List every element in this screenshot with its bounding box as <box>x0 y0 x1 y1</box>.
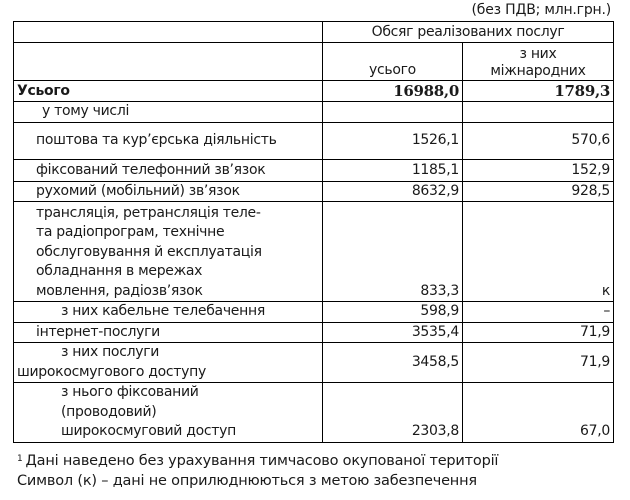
units-note: (без ПДВ; млн.грн.) <box>471 2 611 18</box>
value-intl: 570,6 <box>463 122 614 159</box>
value-intl: – <box>463 302 614 323</box>
table-row-fixed-broadband <box>14 383 614 443</box>
header-empty-cell <box>14 43 323 81</box>
value-total: 3458,5 <box>323 343 463 383</box>
value-intl <box>463 102 614 123</box>
row-label-line: з них послуги <box>61 344 160 360</box>
table-row-postal <box>14 122 614 159</box>
row-label-line: обладнання в мережах <box>36 263 203 279</box>
value-total: 16988,0 <box>323 81 463 102</box>
table-row-broadband <box>14 343 614 383</box>
value-total: 3535,4 <box>323 322 463 343</box>
header-col-intl <box>463 43 614 81</box>
row-label <box>14 383 323 443</box>
header-col-intl-line2: міжнародних <box>490 63 586 79</box>
row-label <box>14 343 323 383</box>
header-col-intl-line1: з них <box>519 46 557 62</box>
value-total: 598,9 <box>323 302 463 323</box>
value-intl: 928,5 <box>463 181 614 202</box>
footnote-marker: 1 <box>17 454 23 464</box>
value-total: 833,3 <box>323 202 463 302</box>
table-row-internet <box>14 322 614 343</box>
footnote-territory <box>17 451 498 471</box>
value-intl: 152,9 <box>463 159 614 181</box>
row-label: поштова та кур’єрська діяльність <box>14 122 323 159</box>
services-volume-table <box>13 21 614 443</box>
row-label: фіксований телефонний зв’язок <box>14 159 323 181</box>
table-row-broadcasting <box>14 202 614 302</box>
header-row-group <box>14 22 614 43</box>
row-label-line: широкосмугового доступу <box>17 363 206 380</box>
value-intl: 71,9 <box>463 322 614 343</box>
value-total: 2303,8 <box>323 383 463 443</box>
row-label: Усього <box>14 81 323 102</box>
value-total: 8632,9 <box>323 181 463 202</box>
value-intl: 67,0 <box>463 383 614 443</box>
table-row-total <box>14 81 614 102</box>
table-row-fixed-phone <box>14 159 614 181</box>
row-label: інтернет-послуги <box>14 322 323 343</box>
value-total <box>323 102 463 123</box>
row-label-line: та радіопрограм, технічне <box>36 224 225 240</box>
row-label-line: широкосмуговий доступ <box>61 423 236 439</box>
header-col-total: усього <box>323 43 463 81</box>
table-row-including <box>14 102 614 123</box>
row-label: у тому числі <box>14 102 323 123</box>
value-total: 1526,1 <box>323 122 463 159</box>
row-label <box>14 202 323 302</box>
value-total: 1185,1 <box>323 159 463 181</box>
row-label-line: обслуговування й експлуатація <box>36 243 262 260</box>
row-label-line: трансляція, ретрансляція теле- <box>36 204 261 221</box>
header-group-label: Обсяг реалізованих послуг <box>323 22 614 43</box>
value-intl: к <box>463 202 614 302</box>
row-label-line: з нього фіксований <box>61 384 199 400</box>
table-row-cable-tv <box>14 302 614 323</box>
table-row-mobile <box>14 181 614 202</box>
value-intl: 1789,3 <box>463 81 614 102</box>
row-label: рухомий (мобільний) зв’язок <box>14 181 323 202</box>
footnote-text: Дані наведено без урахування тимчасово окупованої території <box>25 453 499 469</box>
value-intl: 71,9 <box>463 343 614 383</box>
row-label-line: (проводовий) <box>61 403 157 420</box>
footnotes <box>17 451 498 491</box>
row-label-line: мовлення, радіозв’язок <box>36 282 203 299</box>
header-empty-cell <box>14 22 323 43</box>
row-label: з них кабельне телебачення <box>14 302 323 323</box>
footnote-confidential-symbol: Символ (к) – дані не оприлюднюються з метою забезпечення <box>17 473 477 489</box>
header-row-columns <box>14 43 614 81</box>
